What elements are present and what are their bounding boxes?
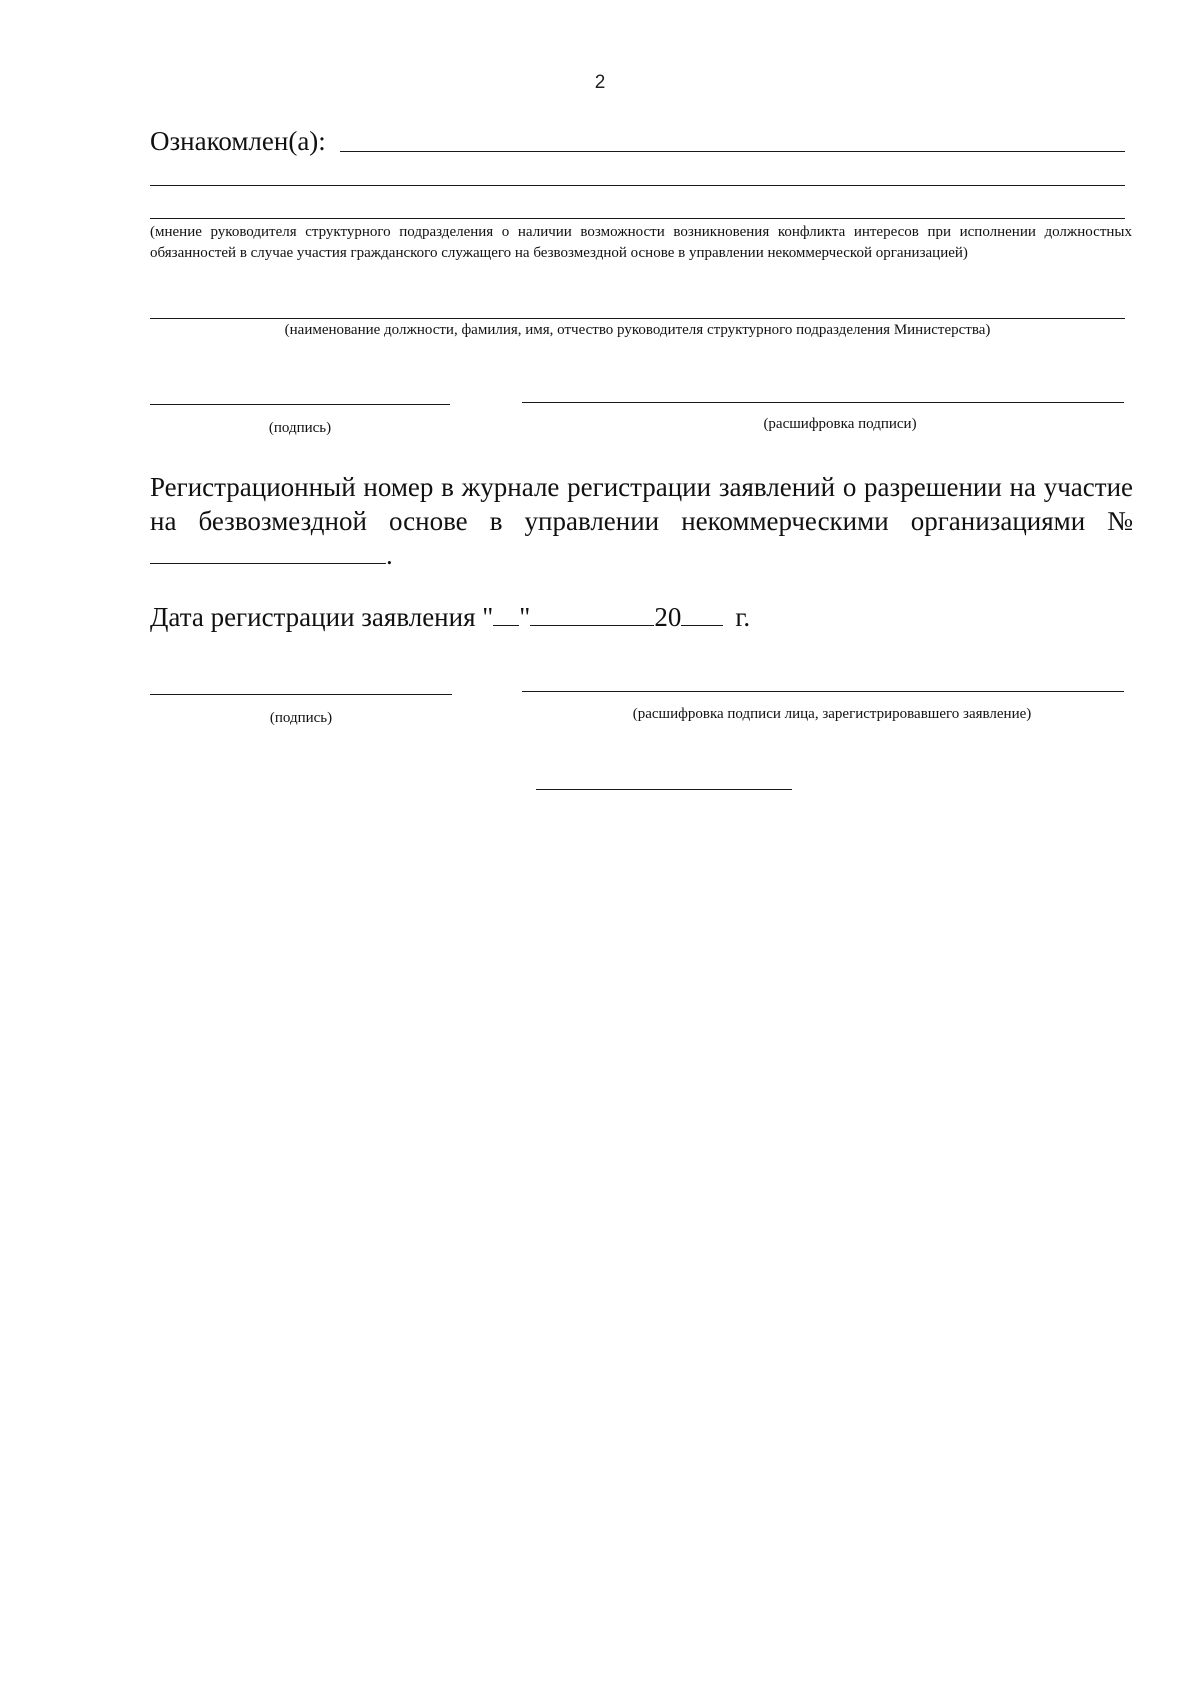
acknowledged-label: Ознакомлен(а):	[150, 126, 326, 156]
signature-line-1[interactable]	[150, 404, 450, 405]
registration-end-mark: .	[386, 540, 393, 570]
registration-month-field[interactable]	[530, 601, 654, 626]
acknowledged-line-3[interactable]	[150, 218, 1125, 219]
registration-number-field[interactable]	[150, 539, 386, 564]
registration-text: Регистрационный номер в журнале регистрации заявлений о разрешении на участие на безвозмездной основе в управлении некоммерческими организациями №	[150, 472, 1133, 536]
closing-separator	[536, 789, 792, 790]
registration-date-row	[150, 600, 750, 634]
registration-day-field[interactable]	[493, 601, 519, 626]
signature-decoding-line-2[interactable]	[522, 691, 1124, 692]
registration-year-prefix: 20	[654, 602, 682, 632]
signature-decoding-caption-2: (расшифровка подписи лица, зарегистрировавшего заявление)	[632, 706, 1032, 722]
signature-decoding-caption-1: (расшифровка подписи)	[763, 416, 917, 432]
page-number: 2	[594, 72, 606, 93]
acknowledged-line-2[interactable]	[150, 185, 1125, 186]
registration-year-field[interactable]	[681, 601, 723, 626]
opinion-caption: (мнение руководителя структурного подразделения о наличии возможности возникновения конфликта интересов при исполнении должностных обязанностей в случае участия гражданского служащего на безвозмездной основе в управлении некоммерческой организацией)	[150, 224, 1132, 261]
head-name-caption: (наименование должности, фамилия, имя, отчество руководителя структурного подразделения Министерства)	[284, 322, 991, 338]
registration-year-suffix: г.	[735, 602, 751, 632]
signature-decoding-line-1[interactable]	[522, 402, 1124, 403]
registration-date-label: Дата регистрации заявления "	[150, 602, 494, 632]
signature-caption-2: (подпись)	[269, 710, 333, 726]
acknowledged-line-1[interactable]	[340, 151, 1125, 152]
registration-date-quote-close: "	[519, 602, 531, 632]
signature-line-2[interactable]	[150, 694, 452, 695]
registration-paragraph	[150, 470, 1133, 572]
head-name-line[interactable]	[150, 318, 1125, 319]
signature-caption-1: (подпись)	[268, 420, 332, 436]
